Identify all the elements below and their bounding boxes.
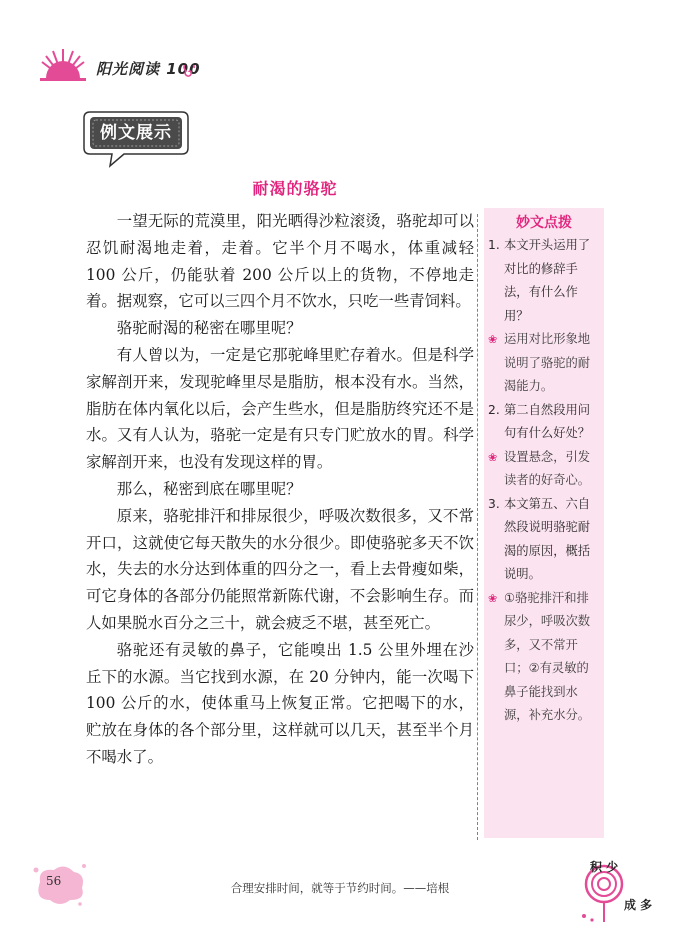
corner-text-top: 积 少 (590, 860, 619, 874)
answer-marker-icon: ❀ (488, 591, 498, 605)
question-text: 本文第五、六自然段说明骆驼耐渴的原因，概括说明。 (504, 496, 591, 581)
answer-marker-icon: ❀ (488, 333, 498, 346)
question-text: 本文开头运用了对比的修辞手法，有什么作用？ (504, 238, 591, 323)
article-body (86, 208, 474, 771)
sidebar-answer (488, 587, 599, 728)
answer-marker-icon: ❀ (488, 450, 498, 464)
paragraph: 骆驼还有灵敏的鼻子，它能嗅出 1.5 公里外埋在沙丘下的水源。当它找到水源，在 20 分钟内，能一次喝下 100 公斤的水，使体重马上恢复正常。它把喝下的水，贮放在身体的各个部分里，这样就可以几天，甚至半个月不喝水了。 (86, 640, 474, 766)
page-number: 56 (46, 874, 62, 888)
paragraph: 原来，骆驼排汗和排尿很少，呼吸次数很多，又不常开口，这就使它每天散失的水分很少。即使骆驼多天不饮水，失去的水分达到体重的四分之一，看上去骨瘦如柴，可它身体的各部分仍能照常新陈代谢，不会影响生存。而人如果脱水百分之三十，就会疲乏不堪，甚至死亡。 (86, 506, 474, 632)
section-badge-label: 例文展示 (100, 123, 172, 143)
sidebar-title: 妙文点拨 (516, 215, 572, 231)
sidebar-question (488, 493, 599, 587)
sidebar-answer (488, 446, 599, 493)
brand-title: 阳光阅读 100 (96, 60, 201, 78)
paragraph: 那么，秘密到底在哪里呢？ (116, 479, 302, 498)
footer-quote: 合理安排时间，就等于节约时间。——培根 (230, 881, 450, 895)
swirl-icon (183, 65, 197, 79)
sidebar-answer (488, 328, 599, 399)
column-divider (477, 214, 478, 840)
paragraph: 骆驼耐渴的秘密在哪里呢？ (116, 319, 302, 338)
question-number: 2. (488, 402, 500, 417)
question-number: 1. (488, 238, 500, 252)
commentary-sidebar (484, 208, 604, 838)
answer-text: 设置悬念，引发读者的好奇心。 (504, 449, 591, 487)
sun-logo-icon (38, 48, 88, 84)
article-title: 耐渴的骆驼 (252, 179, 338, 198)
sidebar-question (488, 399, 599, 446)
corner-text-bottom: 成 多 (624, 898, 653, 912)
sidebar-list (484, 234, 604, 728)
sidebar-question (488, 234, 599, 328)
paragraph: 一望无际的荒漠里，阳光晒得沙粒滚烫，骆驼却可以忍饥耐渴地走着，走着。它半个月不喝水，体重减轻 100 公斤，仍能驮着 200 公斤以上的货物，不停地走着。据观察，它可以三四个月不饮水，只吃一些青饲料。 (86, 212, 474, 311)
paragraph: 有人曾以为，一定是它那驼峰里贮存着水。但是科学家解剖开来，发现驼峰里尽是脂肪，根本没有水。当然，脂肪在体内氧化以后，会产生些水，但是脂肪终究还不是水。又有人认为，骆驼一定是有只专门贮放水的胃。科学家解剖开来，也没有发现这样的胃。 (86, 345, 474, 472)
answer-text: ①骆驼排汗和排尿少，呼吸次数多，又不常开口；②有灵敏的鼻子能找到水源，补充水分。 (504, 590, 591, 722)
question-text: 第二自然段用问句有什么好处？ (504, 402, 591, 440)
question-number: 3. (488, 496, 500, 511)
answer-text: 运用对比形象地说明了骆驼的耐渴能力。 (504, 332, 591, 393)
